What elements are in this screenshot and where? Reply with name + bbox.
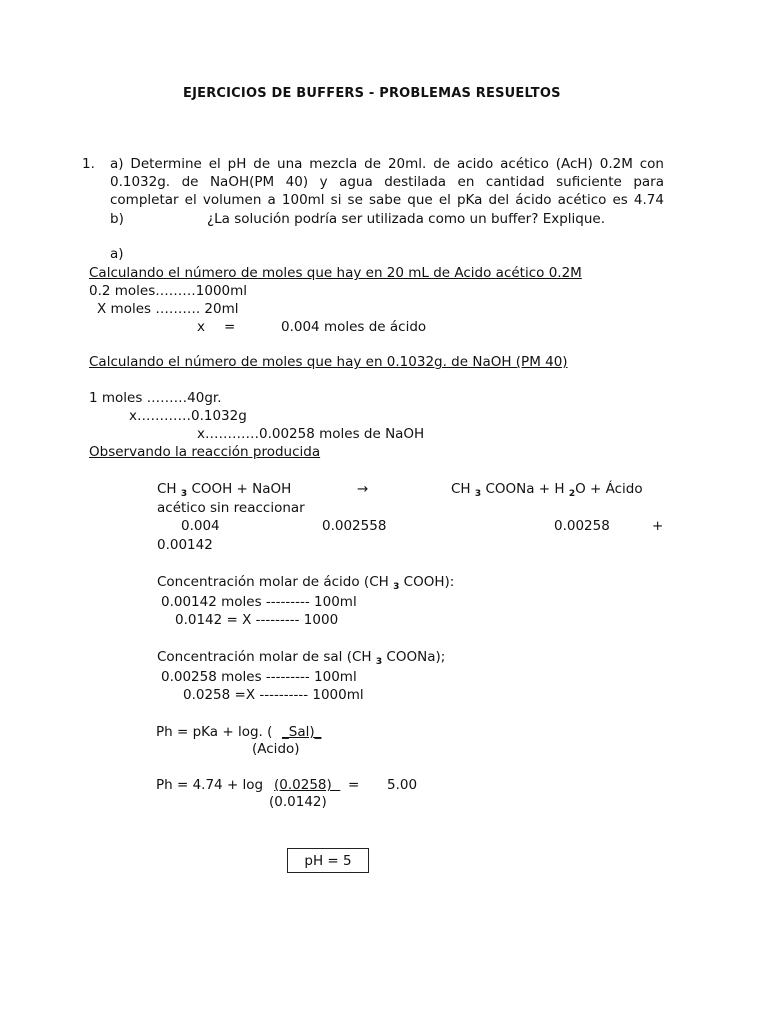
formula-denominator: (Acido) xyxy=(252,741,300,757)
acid-conc-heading: Concentración molar de ácido (CH $_3$ COOH): xyxy=(157,574,455,592)
problem-b-label: b) xyxy=(110,211,124,227)
naoh-result: x…………0.00258 moles de NaOH xyxy=(197,426,425,442)
reaction-reactants: CH $_3$ COOH + NaOH xyxy=(157,481,292,499)
salt-conc-line-1: 0.00258 moles --------- 100ml xyxy=(161,669,357,685)
salt-conc-line-2: 0.0258 =X ---------- 1000ml xyxy=(183,687,364,703)
acid-result-value: 0.004 moles de ácido xyxy=(281,319,427,335)
reaction-heading: Observando la reacción producida xyxy=(89,444,321,460)
reaction-products: CH $_3$ COONa + H $_2$O + Ácido xyxy=(451,481,643,499)
reaction-value-1: 0.004 xyxy=(181,518,220,534)
calc-lhs: Ph = 4.74 + log xyxy=(156,777,264,793)
acid-conc-line-2: 0.0142 = X --------- 1000 xyxy=(175,612,339,628)
naoh-ratio-line-1: 1 moles ………40gr. xyxy=(89,390,222,406)
formula-numerator: _Sal)_ xyxy=(282,724,322,740)
moles-acid-heading: Calculando el número de moles que hay en 20 mL de Acido acético 0.2M xyxy=(89,265,582,281)
reaction-arrow: → xyxy=(357,481,369,497)
acid-result-x: x xyxy=(197,319,205,335)
acid-conc-line-1: 0.00142 moles --------- 100ml xyxy=(161,594,357,610)
reaction-value-3: 0.00258 xyxy=(554,518,610,534)
problem-line-3: completar el volumen a 100ml si se sabe que el pKa del ácido acético es 4.74 xyxy=(110,192,664,208)
formula-lhs: Ph = pKa + log. ( xyxy=(156,724,273,740)
acid-result-eq: = xyxy=(224,319,236,335)
salt-conc-heading: Concentración molar de sal (CH $_3$ COONa); xyxy=(157,649,446,667)
problem-line-1: a) Determine el pH de una mezcla de 20ml. de acido acético (AcH) 0.2M con xyxy=(110,156,664,172)
page-title: EJERCICIOS DE BUFFERS - PROBLEMAS RESUELTOS xyxy=(183,86,561,101)
reaction-value-4: 0.00142 xyxy=(157,537,213,553)
reaction-plus: + xyxy=(652,518,664,534)
answer-box xyxy=(287,848,369,873)
acid-ratio-line-2: X moles ………. 20ml xyxy=(97,301,239,317)
calc-denominator: (0.0142) xyxy=(269,794,327,810)
moles-naoh-heading: Calculando el número de moles que hay en 0.1032g. de NaOH (PM 40) xyxy=(89,354,568,370)
answer-text: pH = 5 xyxy=(304,852,352,869)
problem-number: 1. xyxy=(82,156,95,172)
problem-b-text: ¿La solución podría ser utilizada como un buffer? Explique. xyxy=(207,211,606,227)
reaction-line-2: acético sin reaccionar xyxy=(157,500,305,516)
solution-a-label: a) xyxy=(110,246,124,262)
calc-result: 5.00 xyxy=(387,777,418,793)
naoh-ratio-line-2: x…………0.1032g xyxy=(129,408,247,424)
reaction-value-2: 0.002558 xyxy=(322,518,387,534)
calc-numerator: (0.0258) xyxy=(274,777,341,793)
problem-line-2: 0.1032g. de NaOH(PM 40) y agua destilada en cantidad suficiente para xyxy=(110,174,664,190)
calc-equals: = xyxy=(348,777,360,793)
acid-ratio-line-1: 0.2 moles………1000ml xyxy=(89,283,248,299)
